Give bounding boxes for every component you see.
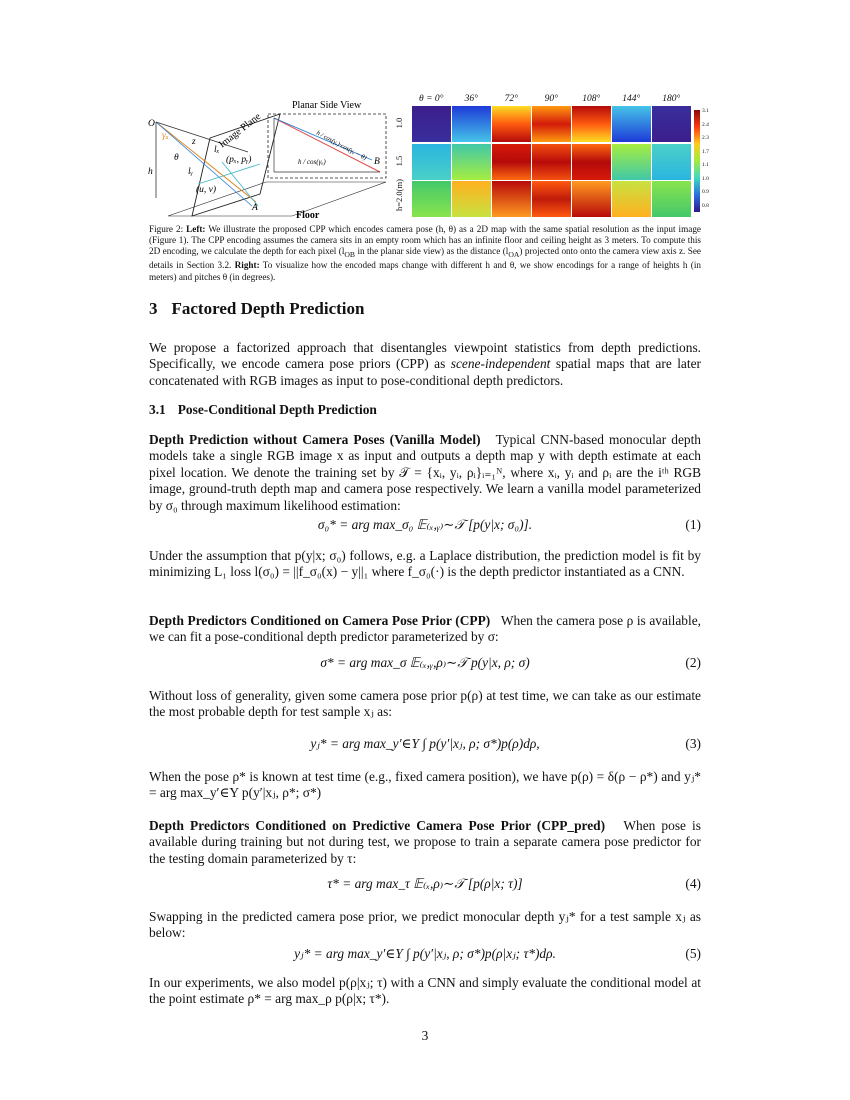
equation-1-body: σ₀* = arg max_σ₀ 𝔼₍ₓ,ᵧ₎∼𝒯 [p(y|x; σ₀)]. xyxy=(317,517,533,532)
paragraph-known-pose xyxy=(149,769,701,802)
equation-4-body: τ* = arg max_τ 𝔼₍ₓ,ρ₎∼𝒯 [p(ρ|x; τ)] xyxy=(327,876,523,891)
equation-4-number: (4) xyxy=(685,876,701,891)
b-label: B xyxy=(374,157,380,167)
planar-side-view-title: Planar Side View xyxy=(292,100,362,111)
caption-text-4: To visualize how the encoded maps change with different h and θ, we show encodings for a range of heights h (in meters) and pitches θ (in degrees). xyxy=(149,260,702,282)
colorbar-tick: 1.1 xyxy=(702,162,709,168)
image-plane-label: Image Plane xyxy=(217,111,264,151)
caption-text-1: We illustrate the proposed CPP which encodes camera pose (h, θ) as a 2D map with the same spatial resolution as the input image (Figure 1). The CPP encoding assumes the camera sits in an empty room which has an infinite floor and ceiling height as 3 meters. To compute this 2D encoding, we calculate the depth for each pixel (l xyxy=(149,224,701,257)
swapping-text: Swapping in the predicted camera pose prior, we predict monocular depth yⱼ* for a test sample xⱼ as below: xyxy=(149,909,701,941)
heatmap-cell xyxy=(532,144,571,180)
caption-label: Figure 2: xyxy=(149,224,187,234)
vanilla-heading: Depth Prediction without Camera Poses (Vanilla Model) xyxy=(149,432,481,447)
z-label: z xyxy=(192,137,196,147)
gamma-label: γᵤ xyxy=(162,131,169,141)
equation-2 xyxy=(149,655,701,677)
paragraph-vanilla xyxy=(149,432,701,514)
cos-label-2: h / cos(γᵤ)·cos(γᵤ − θ) xyxy=(315,129,368,162)
equation-5 xyxy=(149,946,701,968)
cpp-pred-text: When pose is available during training but not during test, we propose to train a separate camera pose predictor for the testing domain parameterized by τ: xyxy=(149,818,701,866)
column-header: 144° xyxy=(622,94,641,104)
heatmap-cell xyxy=(572,106,611,142)
colorbar-tick: 2.3 xyxy=(702,135,709,141)
subsection-title: Pose-Conditional Depth Prediction xyxy=(177,402,377,417)
heatmap-cell xyxy=(612,144,651,180)
caption-right-bold: Right: xyxy=(234,260,260,271)
colorbar-tick: 0.9 xyxy=(702,189,709,195)
page-number: 3 xyxy=(421,1028,429,1043)
column-header: 180° xyxy=(662,94,681,104)
caption-text-2: in the planar side view) as the distance (l xyxy=(355,246,509,257)
equation-3-body: yⱼ* = arg max_y′∈Y ∫ p(y′|xⱼ, ρ; σ*)p(ρ)dρ, xyxy=(310,736,540,751)
o-label: O xyxy=(148,119,155,129)
subsection-heading xyxy=(149,402,389,418)
section-heading xyxy=(149,299,378,319)
equation-4 xyxy=(149,876,701,898)
caption-sub-oa: OA xyxy=(508,250,520,260)
column-header: 90° xyxy=(544,94,558,104)
cpp-text: When the camera pose ρ is available, we can fit a pose-conditional depth predictor parameterized by σ: xyxy=(149,613,701,645)
heatmap-cell xyxy=(492,181,531,217)
heatmap-cell xyxy=(612,106,651,142)
heatmap-cell xyxy=(452,106,491,142)
paragraph-cpp-pred xyxy=(149,818,701,867)
heatmap-cell xyxy=(532,181,571,217)
colorbar-tick: 0.8 xyxy=(702,202,709,209)
encoding-heatmap-grid xyxy=(392,94,709,222)
known-pose-text: When the pose ρ* is known at test time (e.g., fixed camera position), we have p(ρ) = δ(ρ − ρ*) and yⱼ* = arg max_y′∈Y p(y′|xⱼ, ρ*; σ*) xyxy=(149,769,701,801)
caption-text-3: ) projected onto onto the camera view axis z. See details in Section 3.2. xyxy=(149,246,701,271)
intro-text-2: spatial maps that are later concatenated with RGB images as input to pose-conditional depth predictors. xyxy=(149,356,702,388)
h-label: h xyxy=(148,167,153,177)
figure-caption xyxy=(149,224,701,283)
intro-emphasis: scene-independent xyxy=(450,356,551,372)
heatmap-cell xyxy=(452,144,491,180)
heatmap-cell xyxy=(492,144,531,180)
colorbar-tick: 3.1 xyxy=(702,108,709,114)
heatmap-cell xyxy=(412,106,451,142)
equation-1-number: (1) xyxy=(685,517,701,532)
uv-label: (u, v) xyxy=(196,185,217,195)
section-number: 3 xyxy=(149,299,158,318)
equation-5-number: (5) xyxy=(685,946,701,961)
column-header: 36° xyxy=(464,94,478,104)
heatmap-cell xyxy=(532,106,571,142)
paragraph-experiments xyxy=(149,975,701,1008)
colorbar-strip xyxy=(694,110,700,212)
ray-red xyxy=(274,118,380,172)
colorbar-tick: 1.0 xyxy=(702,175,709,182)
a-label: A xyxy=(252,203,258,213)
row-header: h=2.0(m) xyxy=(394,179,404,211)
column-header: 72° xyxy=(504,94,518,104)
paragraph-laplace xyxy=(149,548,701,581)
caption-sub-ob: OB xyxy=(344,250,356,260)
heatmap-cell xyxy=(652,144,691,180)
vanilla-text: Typical CNN-based monocular depth models take a single RGB image x as input and outputs a depth map y with depth estimate at each pixel location. We denote the training set by 𝒯 = {xᵢ, yᵢ, ρᵢ}ᵢ₌₁ᴺ, where xᵢ, yᵢ and ρᵢ are the iᵗʰ RGB image, ground-truth depth map and camera pose respectively. We learn a vanilla model parameterized by σ₀ through maximum likelihood estimation: xyxy=(149,432,701,513)
equation-2-body: σ* = arg max_σ 𝔼₍ₓ,ᵧ,ρ₎∼𝒯 p(y|x, ρ; σ) xyxy=(320,655,530,670)
heatmap-cell xyxy=(612,181,651,217)
ly-label: lᵧ xyxy=(188,167,193,177)
equation-3-number: (3) xyxy=(685,736,701,751)
caption-left-bold: Left: xyxy=(186,224,206,234)
section-title: Factored Depth Prediction xyxy=(171,299,365,318)
cpp-diagram xyxy=(148,98,396,222)
intro-text-1: We propose a factorized approach that disentangles viewpoint statistics from depth predictions. Specifically, we encode camera pose priors (CPP) as xyxy=(149,340,701,372)
heatmap-cell xyxy=(412,181,451,217)
theta-label: θ xyxy=(174,153,179,163)
paragraph-cpp xyxy=(149,613,701,646)
equation-5-body: yⱼ* = arg max_y′∈Y ∫ p(y′|xⱼ, ρ; σ*)p(ρ|xⱼ; τ*)dρ. xyxy=(294,946,556,961)
subsection-number: 3.1 xyxy=(149,402,166,417)
paragraph-swapping xyxy=(149,909,701,942)
heatmap-cell xyxy=(572,181,611,217)
cpp-heading: Depth Predictors Conditioned on Camera Pose Prior (CPP) xyxy=(149,613,491,628)
intro-paragraph xyxy=(149,340,701,389)
cpp-pred-heading: Depth Predictors Conditioned on Predictive Camera Pose Prior (CPP_pred) xyxy=(149,818,606,833)
floor-label: Floor xyxy=(296,210,320,221)
heatmap-cell xyxy=(572,144,611,180)
generality-text: Without loss of generality, given some camera pose prior p(ρ) at test time, we can take as our estimate the most probable depth for test sample xⱼ as: xyxy=(149,688,701,720)
cos-label-1: h / cos(γᵤ) xyxy=(298,158,326,166)
paragraph-generality xyxy=(149,688,701,721)
heatmap-cell xyxy=(652,181,691,217)
row-header: 1.5 xyxy=(394,155,404,166)
heatmap-cell xyxy=(492,106,531,142)
heatmap-cell xyxy=(452,181,491,217)
equation-1 xyxy=(149,517,701,539)
colorbar-tick: 2.4 xyxy=(702,121,709,128)
equation-2-number: (2) xyxy=(685,655,701,670)
lx-label: lₓ xyxy=(214,145,220,155)
row-header: 1.0 xyxy=(394,117,404,129)
heatmap-cell xyxy=(652,106,691,142)
laplace-text: Under the assumption that p(y|x; σ₀) follows, e.g. a Laplace distribution, the prediction model is fit by minimizing L₁ loss l(σ₀) = ||f_σ₀(x) − y||₁ where f_σ₀(·) is the depth predictor instantiated as a CNN. xyxy=(149,548,701,580)
column-header: 108° xyxy=(582,94,601,104)
column-header: θ = 0° xyxy=(419,94,444,104)
pxpy-label: (pₓ, pᵧ) xyxy=(226,155,252,165)
equation-3 xyxy=(149,736,701,758)
colorbar-tick: 1.7 xyxy=(702,148,709,155)
heatmap-cell xyxy=(412,144,451,180)
experiments-text: In our experiments, we also model p(ρ|xⱼ; τ) with a CNN and simply evaluate the conditional model at the point estimate ρ* = arg max_ρ p(ρ|x; τ*). xyxy=(149,975,701,1007)
